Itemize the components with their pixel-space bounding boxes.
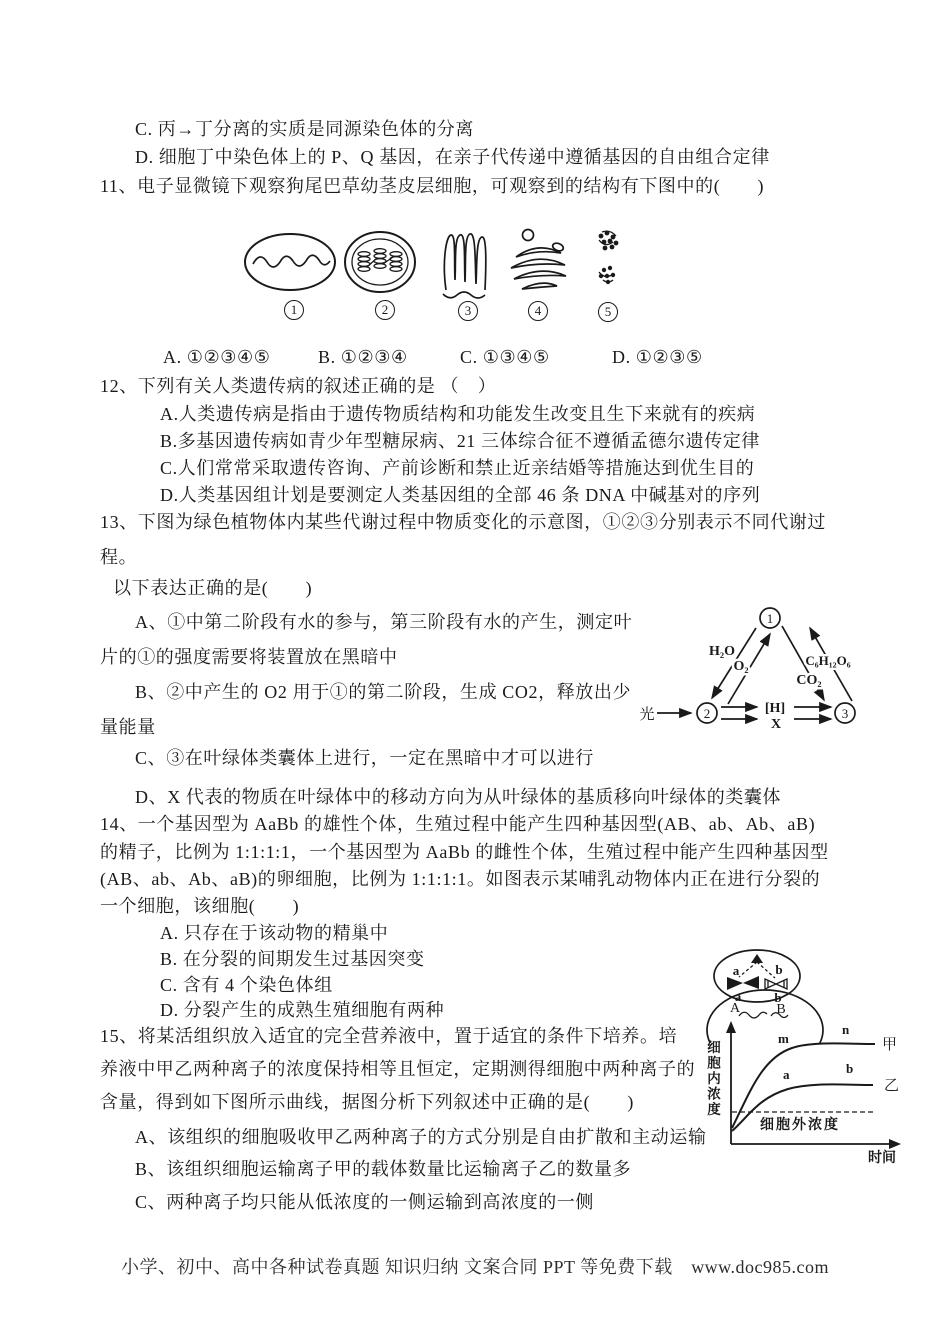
- glucose-label: C₆H₁₂O₆: [805, 653, 851, 668]
- allele-A-label: A: [729, 1001, 741, 1016]
- allele-b-top: b: [775, 962, 783, 977]
- ribosomes-drawing: [599, 231, 619, 285]
- dark-chromosome: [727, 976, 759, 990]
- external-concentration-label: 细胞外浓度: [760, 1118, 840, 1133]
- q12-stem: 12、下列有关人类遗传病的叙述正确的是 （ ）: [100, 376, 497, 396]
- mitochondrion-drawing: [245, 234, 335, 290]
- q13-option-b-line2: 量能量: [100, 717, 156, 737]
- q15-option-a: A、该组织的细胞吸收甲乙两种离子的方式分别是自由扩散和主动运输: [135, 1127, 707, 1147]
- allele-a-top: a: [732, 963, 740, 978]
- q11-stem: 11、电子显微镜下观察狗尾巴草幼茎皮层细胞，可观察到的结构有下图中的( ): [100, 176, 765, 196]
- point-n-label: n: [842, 1022, 850, 1037]
- q13-prompt: 以下表达正确的是( ): [113, 578, 313, 598]
- golgi-apparatus-drawing: [511, 230, 566, 290]
- q13-option-d: D、X 代表的物质在叶绿体中的移动方向为从叶绿体的基质移向叶绿体的类囊体: [135, 787, 782, 807]
- endoplasmic-reticulum-drawing: [443, 234, 486, 298]
- q14-stem-line2: 的精子，比例为 1:1:1:1，一个基因型为 AaBb 的雌性个体，生殖过程中能产生四种基因型: [100, 842, 829, 862]
- q15-stem-line1: 15、将某活组织放入适宜的完全营养液中，置于适宜的条件下培养。培: [100, 1026, 678, 1046]
- q13-option-a-line2: 片的①的强度需要将装置放在黑暗中: [100, 647, 398, 667]
- q15-stem-line2: 养液中甲乙两种离子的浓度保持相等且恒定，定期测得细胞中两种离子的: [100, 1059, 696, 1079]
- o2-label: O₂: [733, 659, 749, 674]
- q15-option-c: C、两种离子均只能从低浓度的一侧运输到高浓度的一侧: [135, 1192, 595, 1212]
- q14-stem-line1: 14、一个基因型为 AaBb 的雄性个体，生殖过程中能产生四种基因型(AB、ab、Ab、aB): [100, 814, 816, 834]
- q13-option-a-line1: A、①中第二阶段有水的参与，第三阶段有水的产生，测定叶: [135, 612, 633, 632]
- q14-option-b: B. 在分裂的间期发生过基因突变: [160, 949, 425, 969]
- q11-option-d: D. ①②③⑤: [612, 347, 703, 367]
- q12-option-c: C.人们常常采取遗传咨询、产前诊断和禁止近亲结婚等措施达到优生目的: [160, 458, 755, 478]
- organelle-label-1: 1: [284, 300, 304, 320]
- q13-option-c: C、③在叶绿体类囊体上进行，一定在黑暗中才可以进行: [135, 748, 595, 768]
- q11-option-b: B. ①②③④: [318, 347, 408, 367]
- chloroplast-drawing: [345, 232, 415, 292]
- process-1-digit: 1: [766, 611, 774, 626]
- q13-stem-line2: 程。: [100, 547, 138, 567]
- allele-B-label: B: [776, 1002, 786, 1017]
- q14-stem-line3: (AB、ab、Ab、aB)的卵细胞，比例为 1:1:1:1。如图表示某哺乳动物体内正在进行分裂的: [100, 869, 821, 889]
- q15-ion-uptake-graph: [698, 1018, 920, 1170]
- co2-label: CO₂: [796, 673, 822, 688]
- q14-stem-line4: 一个细胞，该细胞( ): [100, 896, 300, 916]
- q15-option-b: B、该组织细胞运输离子甲的载体数量比运输离子乙的数量多: [135, 1159, 632, 1179]
- q13-option-b-line1: B、②中产生的 O2 用于①的第二阶段，生成 CO2，释放出少: [135, 682, 632, 702]
- q13-metabolism-diagram: [610, 598, 920, 738]
- curve-jia-label: 甲: [882, 1037, 898, 1053]
- q14-option-d: D. 分裂产生的成熟生殖细胞有两种: [160, 1000, 445, 1020]
- x-substance-label: X: [770, 717, 782, 732]
- q14-option-a: A. 只存在于该动物的精巢中: [160, 923, 389, 943]
- q11-organelle-figure: [233, 220, 643, 308]
- y-axis-arrowhead: [726, 1021, 736, 1033]
- process-3-digit: 3: [841, 706, 849, 721]
- q12-option-b: B.多基因遗传病如青少年型糖尿病、21 三体综合征不遵循孟德尔遗传定律: [160, 431, 761, 451]
- x-axis-label: 时间: [868, 1151, 896, 1166]
- q10-option-c: C. 丙→丁分离的实质是同源染色体的分离: [135, 119, 475, 139]
- striped-chromosome: [765, 979, 787, 989]
- point-m-label: m: [778, 1031, 789, 1046]
- q12-option-a: A.人类遗传病是指由于遗传物质结构和功能发生改变且生下来就有的疾病: [160, 404, 756, 424]
- footer-watermark: 小学、初中、高中各种试卷真题 知识归纳 文案合同 PPT 等免费下载 www.doc985.com: [121, 1257, 829, 1277]
- allele-a-bottom: a: [734, 989, 742, 1004]
- q11-option-c: C. ①③④⑤: [460, 347, 550, 367]
- y-axis-label: 细胞内浓度: [705, 1040, 720, 1118]
- q12-option-d: D.人类基因组计划是要测定人类基因组的全部 46 条 DNA 中碱基对的序列: [160, 485, 761, 505]
- organelle-label-3: 3: [458, 301, 478, 321]
- organelle-label-5: 5: [598, 302, 618, 322]
- q14-option-c: C. 含有 4 个染色体组: [160, 975, 333, 995]
- q13-stem-line1: 13、下图为绿色植物体内某些代谢过程中物质变化的示意图，①②③分别表示不同代谢过: [100, 512, 826, 532]
- process-2-digit: 2: [703, 706, 711, 721]
- allele-b-bottom: b: [774, 990, 782, 1005]
- point-b-label: b: [846, 1061, 854, 1076]
- q11-option-a: A. ①②③④⑤: [163, 347, 271, 367]
- organelle-label-4: 4: [528, 301, 548, 321]
- q10-option-d: D. 细胞丁中染色体上的 P、Q 基因，在亲子代传递中遵循基因的自由组合定律: [135, 147, 770, 167]
- organelle-label-2: 2: [375, 300, 395, 320]
- point-a-label: a: [783, 1067, 790, 1082]
- h-carrier-label: [H]: [764, 701, 786, 716]
- curve-yi-label: 乙: [884, 1078, 900, 1094]
- q15-stem-line3: 含量，得到如下图所示曲线，据图分析下列叙述中正确的是( ): [100, 1092, 634, 1112]
- light-label: 光: [639, 707, 655, 723]
- spindle-fibers: [739, 962, 775, 978]
- h2o-label: H₂O: [709, 644, 735, 659]
- spindle-pole: [751, 954, 763, 963]
- x-axis-arrowhead: [889, 1139, 901, 1149]
